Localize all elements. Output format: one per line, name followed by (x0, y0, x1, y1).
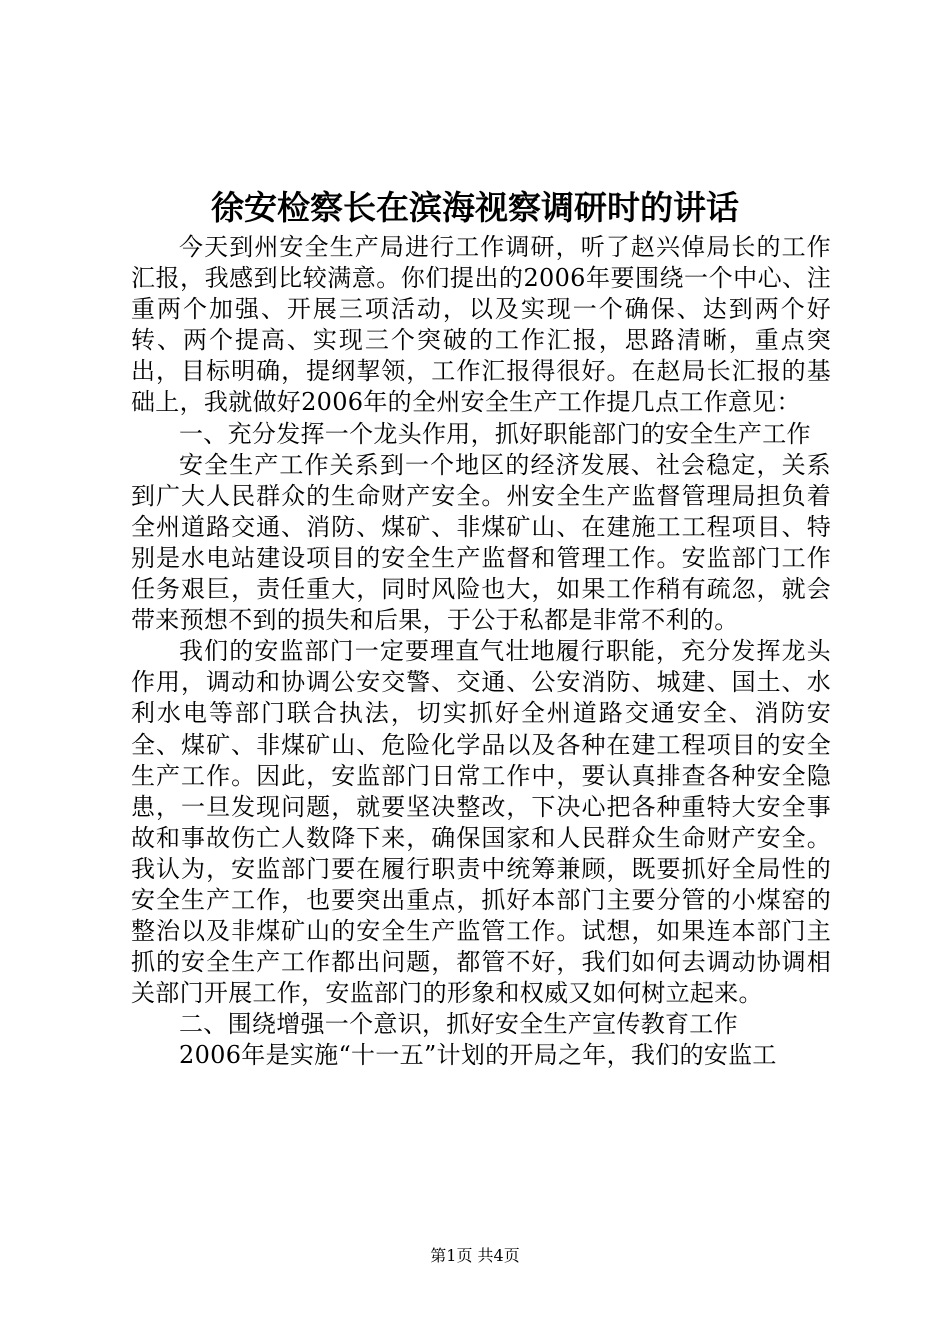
section-heading-2: 二、围绕增强一个意识，抓好安全生产宣传教育工作 (179, 1010, 738, 1039)
document-title: 徐安检察长在滨海视察调研时的讲话 (211, 188, 739, 227)
page-number-footer: 第1页 共4页 (430, 1246, 520, 1265)
paragraph-section2-a: 2006年是实施“十一五”计划的开局之年，我们的安监工 (179, 1041, 777, 1070)
paragraph-intro: 今天到州安全生产局进行工作调研，听了赵兴倬局长的工作汇报，我感到比较满意。你们提出的2006年要围绕一个中心、注重两个加强、开展三项活动，以及实现一个确保、达到两个好转、两个提高、实现三个突破的工作汇报，思路清晰，重点突出，目标明确，提纲挈领，工作汇报得很好。在赵局长汇报的基础上，我就做好2006年的全州安全生产工作提几点工作意见： (131, 233, 831, 417)
section-heading-1: 一、充分发挥一个龙头作用，抓好职能部门的安全生产工作 (179, 419, 811, 448)
document-body (131, 232, 831, 1072)
paragraph-section1-b: 我们的安监部门一定要理直气壮地履行职能，充分发挥龙头作用，调动和协调公安交警、交通、公安消防、城建、国土、水利水电等部门联合执法，切实抓好全州道路交通安全、消防安全、煤矿、非煤矿山、危险化学品以及各种在建工程项目的安全生产工作。因此，安监部门日常工作中，要认真排查各种安全隐患，一旦发现问题，就要坚决整改，下决心把各种重特大安全事故和事故伤亡人数降下来，确保国家和人民群众生命财产安全。我认为，安监部门要在履行职责中统筹兼顾，既要抓好全局性的安全生产工作，也要突出重点，抓好本部门主要分管的小煤窑的整治以及非煤矿山的安全生产监管工作。试想，如果连本部门主抓的安全生产工作都出问题，都管不好，我们如何去调动协调相关部门开展工作，安监部门的形象和权威又如何树立起来。 (131, 637, 831, 1008)
paragraph-section1-a: 安全生产工作关系到一个地区的经济发展、社会稳定，关系到广大人民群众的生命财产安全。州安全生产监督管理局担负着全州道路交通、消防、煤矿、非煤矿山、在建施工工程项目、特别是水电站建设项目的安全生产监督和管理工作。安监部门工作任务艰巨，责任重大，同时风险也大，如果工作稍有疏忽，就会带来预想不到的损失和后果，于公于私都是非常不利的。 (131, 450, 831, 635)
